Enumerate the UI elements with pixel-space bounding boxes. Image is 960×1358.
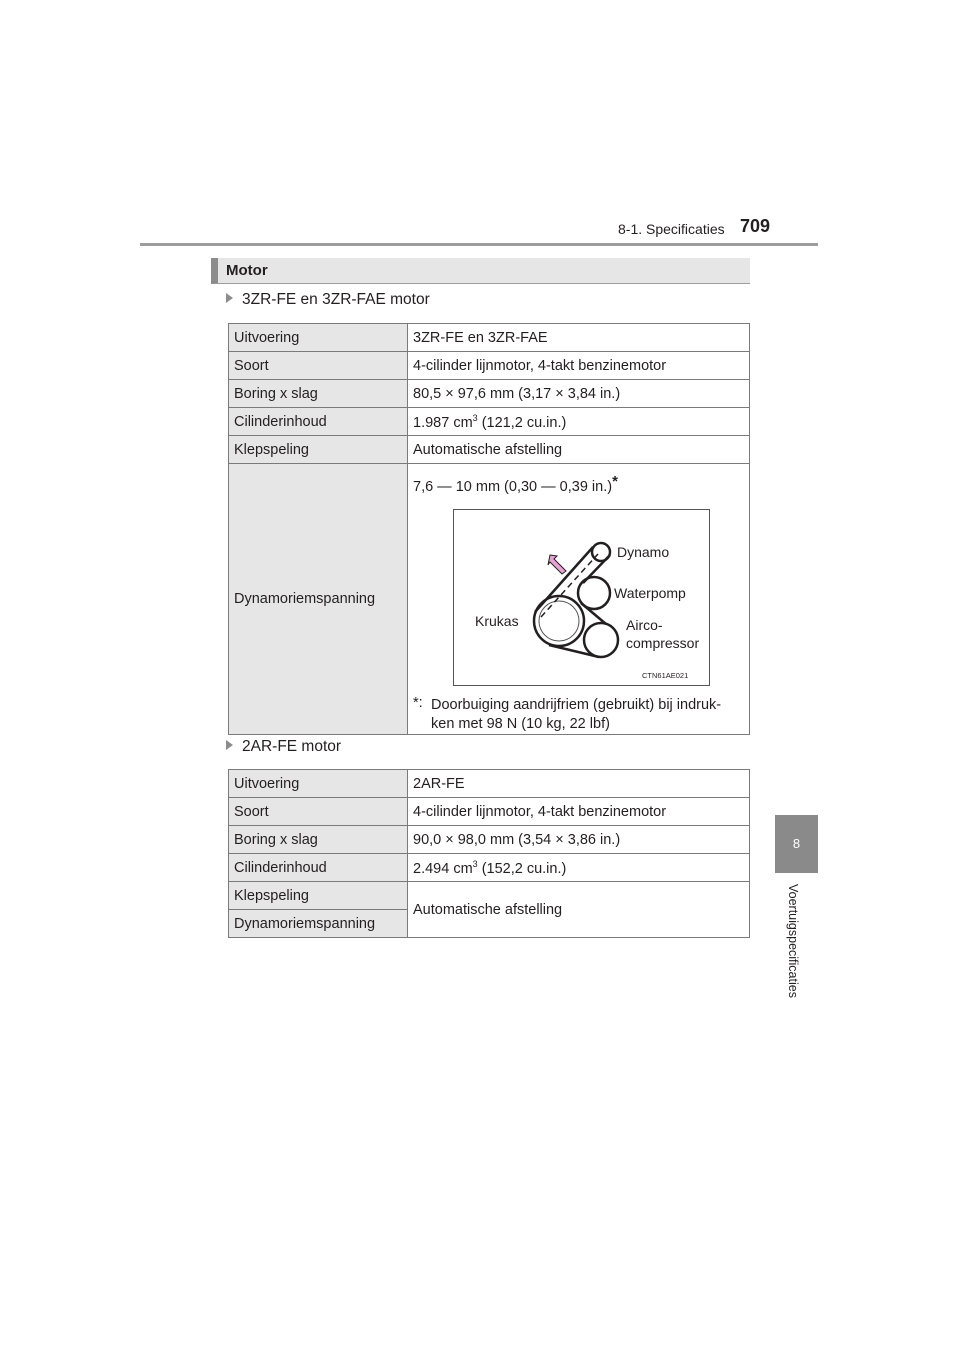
header-section-title: 8-1. Specificaties: [618, 221, 725, 237]
footnote: [413, 696, 744, 734]
spec-value: [408, 408, 750, 436]
spec-label: Uitvoering: [229, 770, 408, 798]
spec-value: [408, 854, 750, 882]
engine1-title: 3ZR-FE en 3ZR-FAE motor: [242, 291, 430, 308]
engine2-heading: [226, 738, 341, 756]
spec-value-suffix: (121,2 cu.in.): [477, 414, 567, 431]
label-compressor: compressor: [626, 635, 700, 651]
table-row: [229, 854, 750, 882]
engine2-title: 2AR-FE motor: [242, 738, 342, 755]
spec-label: Uitvoering: [229, 324, 408, 352]
superscript: 3: [472, 858, 478, 869]
spec-label: Soort: [229, 798, 408, 826]
spec-value: 2AR-FE: [408, 770, 750, 798]
spec-label: Dynamoriemspanning: [229, 464, 408, 735]
spec-value: [408, 464, 750, 735]
table-row: [229, 352, 750, 380]
superscript: 3: [472, 412, 478, 423]
belt-tension-text: 7,6 — 10 mm (0,30 — 0,39 in.): [413, 479, 613, 495]
spec-label: Cilinderinhoud: [229, 854, 408, 882]
table-row: [229, 770, 750, 798]
spec-value-merged: Automatische afstelling: [408, 882, 750, 938]
section-heading: [211, 258, 750, 284]
belt-bottom: [549, 645, 599, 657]
label-waterpomp: Waterpomp: [614, 585, 686, 601]
spec-label: Klepspeling: [229, 436, 408, 464]
table-row: [229, 826, 750, 854]
table-row: [229, 436, 750, 464]
table-row: [229, 882, 750, 910]
table-row: [229, 408, 750, 436]
label-krukas: Krukas: [475, 613, 519, 629]
spec-value-suffix: (152,2 cu.in.): [477, 860, 567, 877]
spec-value: 90,0 × 98,0 mm (3,54 × 3,86 in.): [408, 826, 750, 854]
figure-code: CTN61AE021: [642, 671, 689, 680]
header-divider: [140, 243, 818, 246]
spec-label: Klepspeling: [229, 882, 408, 910]
triangle-bullet-icon: [226, 740, 233, 750]
footnote-text: Doorbuiging aandrijfriem (gebruikt) bij indruk-ken met 98 N (10 kg, 22 lbf): [431, 697, 722, 732]
spec-value: Automatische afstelling: [408, 436, 750, 464]
engine2-spec-table: [228, 769, 750, 938]
table-row: [229, 464, 750, 735]
label-dynamo: Dynamo: [617, 544, 670, 560]
spec-value: 4-cilinder lijnmotor, 4-takt benzinemotor: [408, 352, 750, 380]
section-title: Motor: [226, 262, 268, 279]
table-row: [229, 324, 750, 352]
chapter-tab[interactable]: 8: [775, 815, 818, 873]
spec-label: Boring x slag: [229, 380, 408, 408]
label-airco: Airco-: [626, 617, 663, 633]
spec-value: 3ZR-FE en 3ZR-FAE: [408, 324, 750, 352]
belt-tension-value: [413, 473, 744, 495]
triangle-bullet-icon: [226, 293, 233, 303]
spec-value-main: 2.494 cm: [413, 860, 473, 877]
press-arrow: [548, 555, 566, 574]
spec-value-main: 1.987 cm: [413, 414, 473, 431]
footnote-star: *: [612, 473, 618, 490]
page-number: 709: [740, 216, 771, 236]
spec-value: 80,5 × 97,6 mm (3,17 × 3,84 in.): [408, 380, 750, 408]
spec-label: Cilinderinhoud: [229, 408, 408, 436]
pulley-krukas-inner: [539, 601, 579, 641]
chapter-title-text: Voertuigspecificaties: [786, 884, 800, 998]
belt-diagram: [453, 509, 710, 686]
table-row: [229, 380, 750, 408]
spec-value: 4-cilinder lijnmotor, 4-takt benzinemotor: [408, 798, 750, 826]
table-row: [229, 798, 750, 826]
engine1-heading: [226, 291, 430, 309]
pulley-airco: [584, 623, 618, 657]
chapter-title: [786, 884, 806, 1024]
footnote-mark: *:: [413, 695, 423, 711]
spec-label: Dynamoriemspanning: [229, 910, 408, 938]
spec-label: Soort: [229, 352, 408, 380]
engine1-spec-table: [228, 323, 750, 735]
spec-label: Boring x slag: [229, 826, 408, 854]
